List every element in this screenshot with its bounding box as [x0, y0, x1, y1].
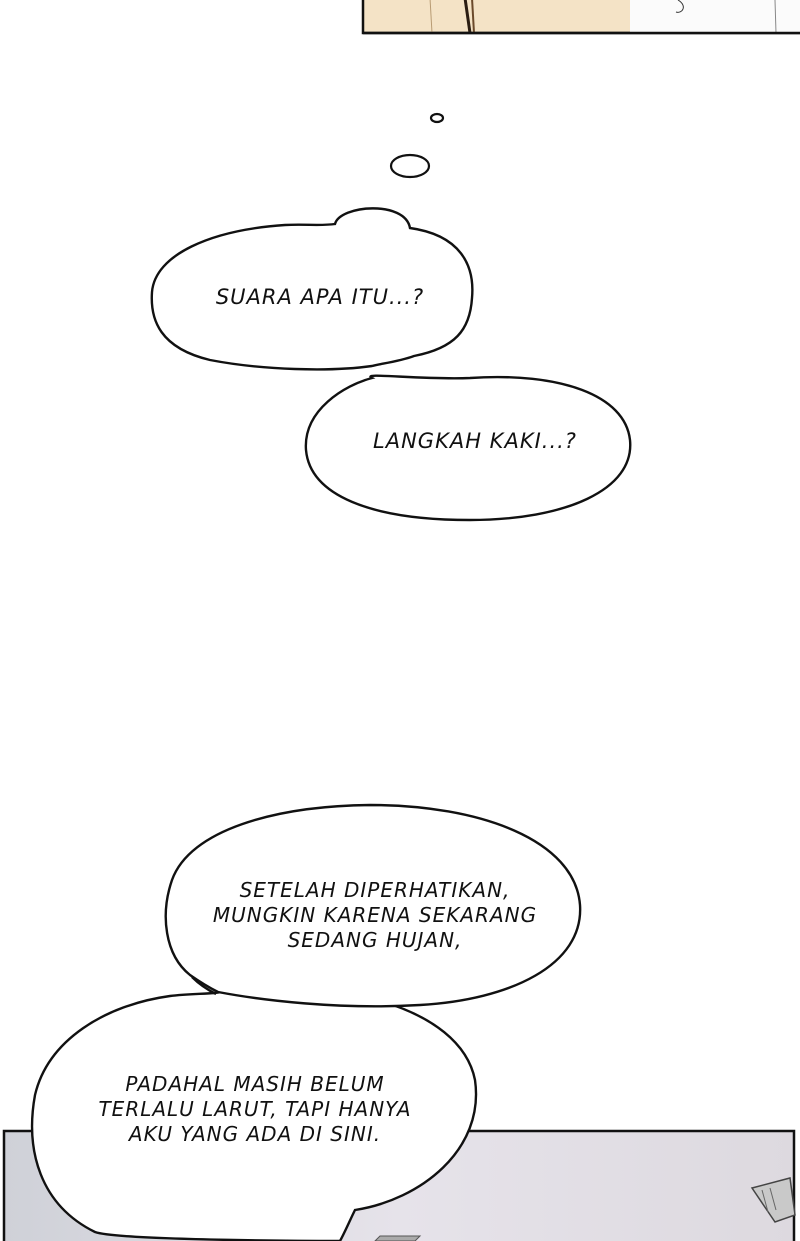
bubble-4-text: PADAHAL MASIH BELUM TERLALU LARUT, TAPI HANYA AKU YANG ADA DI SINI.	[98, 1072, 412, 1146]
thought-dot-large	[391, 155, 429, 177]
bubble-3-text: SETELAH DIPERHATIKAN, MUNGKIN KARENA SEKARANG SEDANG HUJAN,	[212, 878, 538, 952]
floor-object-bottom	[375, 1236, 420, 1241]
bubble-2-text: LANGKAH KAKI...?	[373, 429, 577, 453]
thought-dot-small	[431, 114, 443, 122]
top-panel	[363, 0, 800, 33]
bubble-1-text: SUARA APA ITU...?	[215, 285, 425, 309]
